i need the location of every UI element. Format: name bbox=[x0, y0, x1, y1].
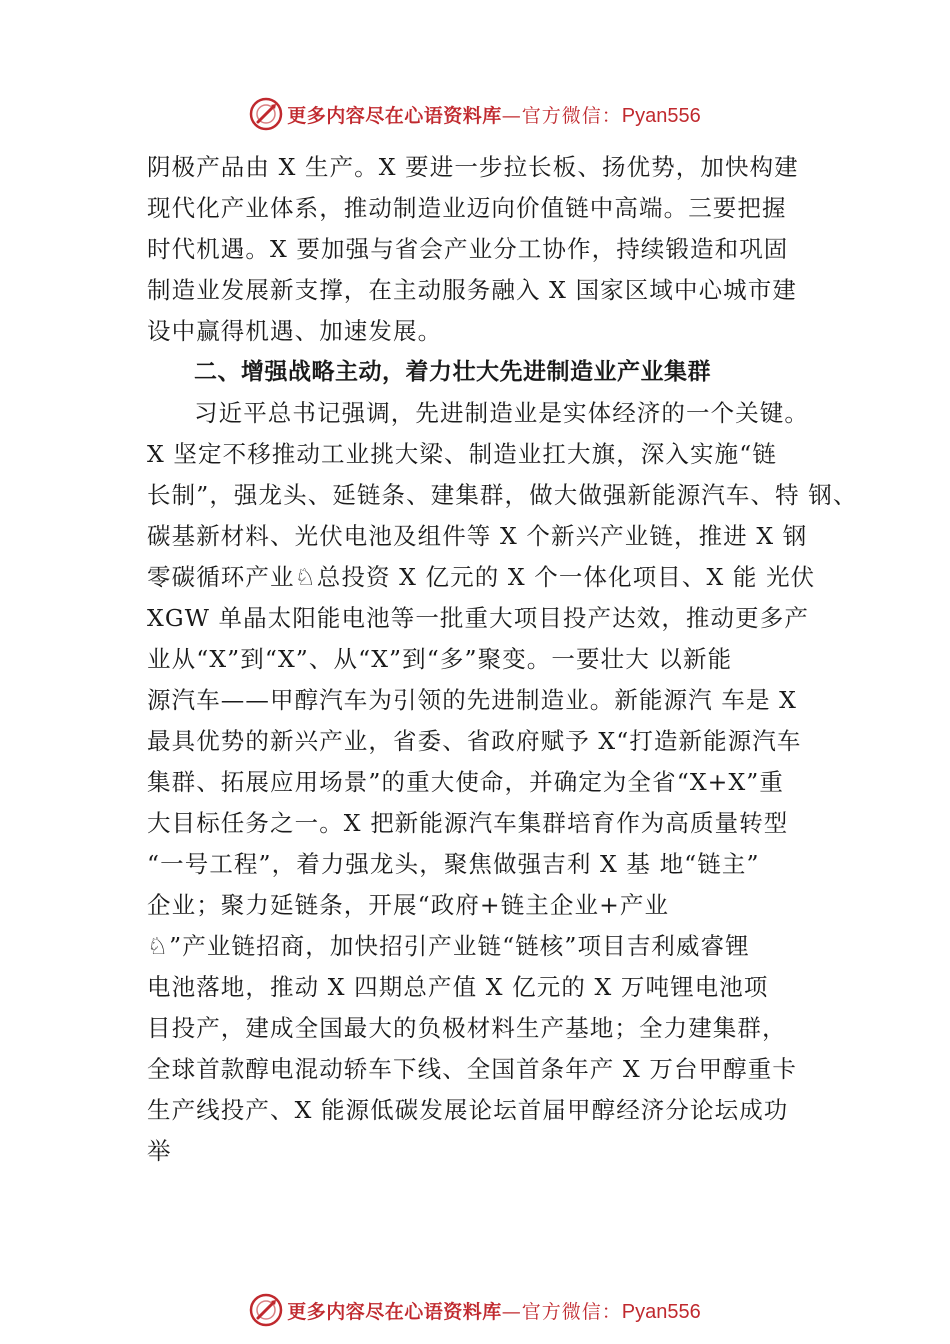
body-line: “一号工程”，着力强龙头，聚焦做强吉利 X 基 地“链主” bbox=[147, 850, 760, 878]
body-line: 制造业发展新支撑，在主动服务融入 X 国家区域中心城市建 bbox=[147, 276, 797, 304]
body-line: 习近平总书记强调，先进制造业是实体经济的一个关键。 bbox=[194, 399, 809, 427]
body-line: 全球首款醇电混动轿车下线、全国首条年产 X 万台甲醇重卡 bbox=[147, 1055, 797, 1083]
banner-wechat-label: 官方微信： bbox=[521, 1300, 622, 1323]
body-line: XGW 单晶太阳能电池等一批重大项目投产达效，推动更多产 bbox=[147, 604, 809, 632]
body-line: 源汽车——甲醇汽车为引领的先进制造业。新能源汽 车是 X bbox=[147, 686, 797, 714]
body-line: 设中赢得机遇、加速发展。 bbox=[147, 317, 443, 345]
body-line: 现代化产业体系，推动制造业迈向价值链中高端。三要把握 bbox=[147, 194, 787, 222]
body-line: 时代机遇。X 要加强与省会产业分工协作，持续锻造和巩固 bbox=[147, 235, 789, 263]
banner-brand-text: 更多内容尽在心语资料库 bbox=[287, 104, 502, 127]
header-watermark-banner bbox=[0, 92, 950, 136]
brand-logo-icon bbox=[249, 97, 283, 131]
body-line: 碳基新材料、光伏电池及组件等 X 个新兴产业链，推进 X 钢 bbox=[147, 522, 808, 550]
body-line: X 坚定不移推动工业挑大梁、制造业扛大旗，深入实施“链 bbox=[147, 440, 777, 468]
banner-separator: — bbox=[501, 104, 522, 127]
body-line: 目投产，建成全国最大的负极材料生产基地；全力建集群， bbox=[147, 1014, 787, 1042]
banner-wechat-id: Pyan556 bbox=[621, 1300, 701, 1323]
banner-separator: — bbox=[501, 1300, 522, 1323]
body-line: 举 bbox=[147, 1137, 172, 1165]
body-line: 最具优势的新兴产业，省委、省政府赋予 X“打造新能源汽车 bbox=[147, 727, 802, 755]
body-line: 长制”，强龙头、延链条、建集群，做大做强新能源汽车、特 钢、 bbox=[147, 481, 858, 509]
body-line: 企业；聚力延链条，开展“政府+链主企业+产业 bbox=[147, 891, 670, 919]
body-line: 业从“X”到“X”、从“X”到“多”聚变。一要壮大 以新能 bbox=[147, 645, 733, 673]
banner-wechat-label: 官方微信： bbox=[521, 104, 622, 127]
banner-wechat-id: Pyan556 bbox=[621, 104, 701, 127]
footer-watermark-banner bbox=[0, 1288, 950, 1332]
body-line: 零碳循环产业♘总投资 X 亿元的 X 个一体化项目、X 能 光伏 bbox=[147, 563, 816, 591]
body-line: 大目标任务之一。X 把新能源汽车集群培育作为高质量转型 bbox=[147, 809, 789, 837]
body-line: 电池落地，推动 X 四期总产值 X 亿元的 X 万吨锂电池项 bbox=[147, 973, 769, 1001]
body-line: ♘”产业链招商，加快招引产业链“链核”项目吉利威睿锂 bbox=[147, 932, 750, 960]
body-line: 集群、拓展应用场景”的重大使命，并确定为全省“X+X”重 bbox=[147, 768, 784, 796]
body-line: 阴极产品由 X 生产。X 要进一步拉长板、扬优势，加快构建 bbox=[147, 153, 799, 181]
body-line: 生产线投产、X 能源低碳发展论坛首届甲醇经济分论坛成功 bbox=[147, 1096, 789, 1124]
brand-logo-icon bbox=[249, 1293, 283, 1327]
section-heading: 二、增强战略主动，着力壮大先进制造业产业集群 bbox=[194, 359, 711, 385]
banner-brand-text: 更多内容尽在心语资料库 bbox=[287, 1300, 502, 1323]
document-body bbox=[147, 147, 858, 1172]
